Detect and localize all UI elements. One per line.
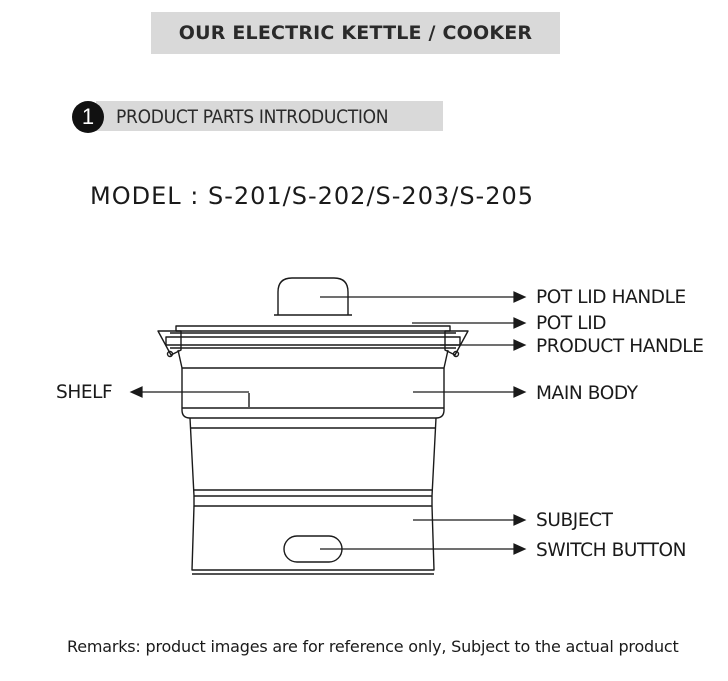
page-title: OUR ELECTRIC KETTLE / COOKER <box>178 22 533 44</box>
label-main-body: MAIN BODY <box>536 383 638 404</box>
main-body-shape <box>178 350 448 368</box>
base-shape <box>194 496 432 506</box>
label-subject: SUBJECT <box>536 510 613 531</box>
lid-shape <box>176 326 450 331</box>
section-number-badge: 1 <box>72 101 104 133</box>
label-shelf: SHELF <box>56 382 113 403</box>
label-pot-lid: POT LID <box>536 313 607 334</box>
label-pot-lid-handle: POT LID HANDLE <box>536 287 686 308</box>
remarks-text: Remarks: product images are for reference only, Subject to the actual product <box>67 637 679 656</box>
label-product-handle: PRODUCT HANDLE <box>536 336 704 357</box>
label-switch-button: SWITCH BUTTON <box>536 540 687 561</box>
section-title: PRODUCT PARTS INTRODUCTION <box>116 106 389 128</box>
model-line: MODEL : S-201/S-202/S-203/S-205 <box>90 182 535 210</box>
